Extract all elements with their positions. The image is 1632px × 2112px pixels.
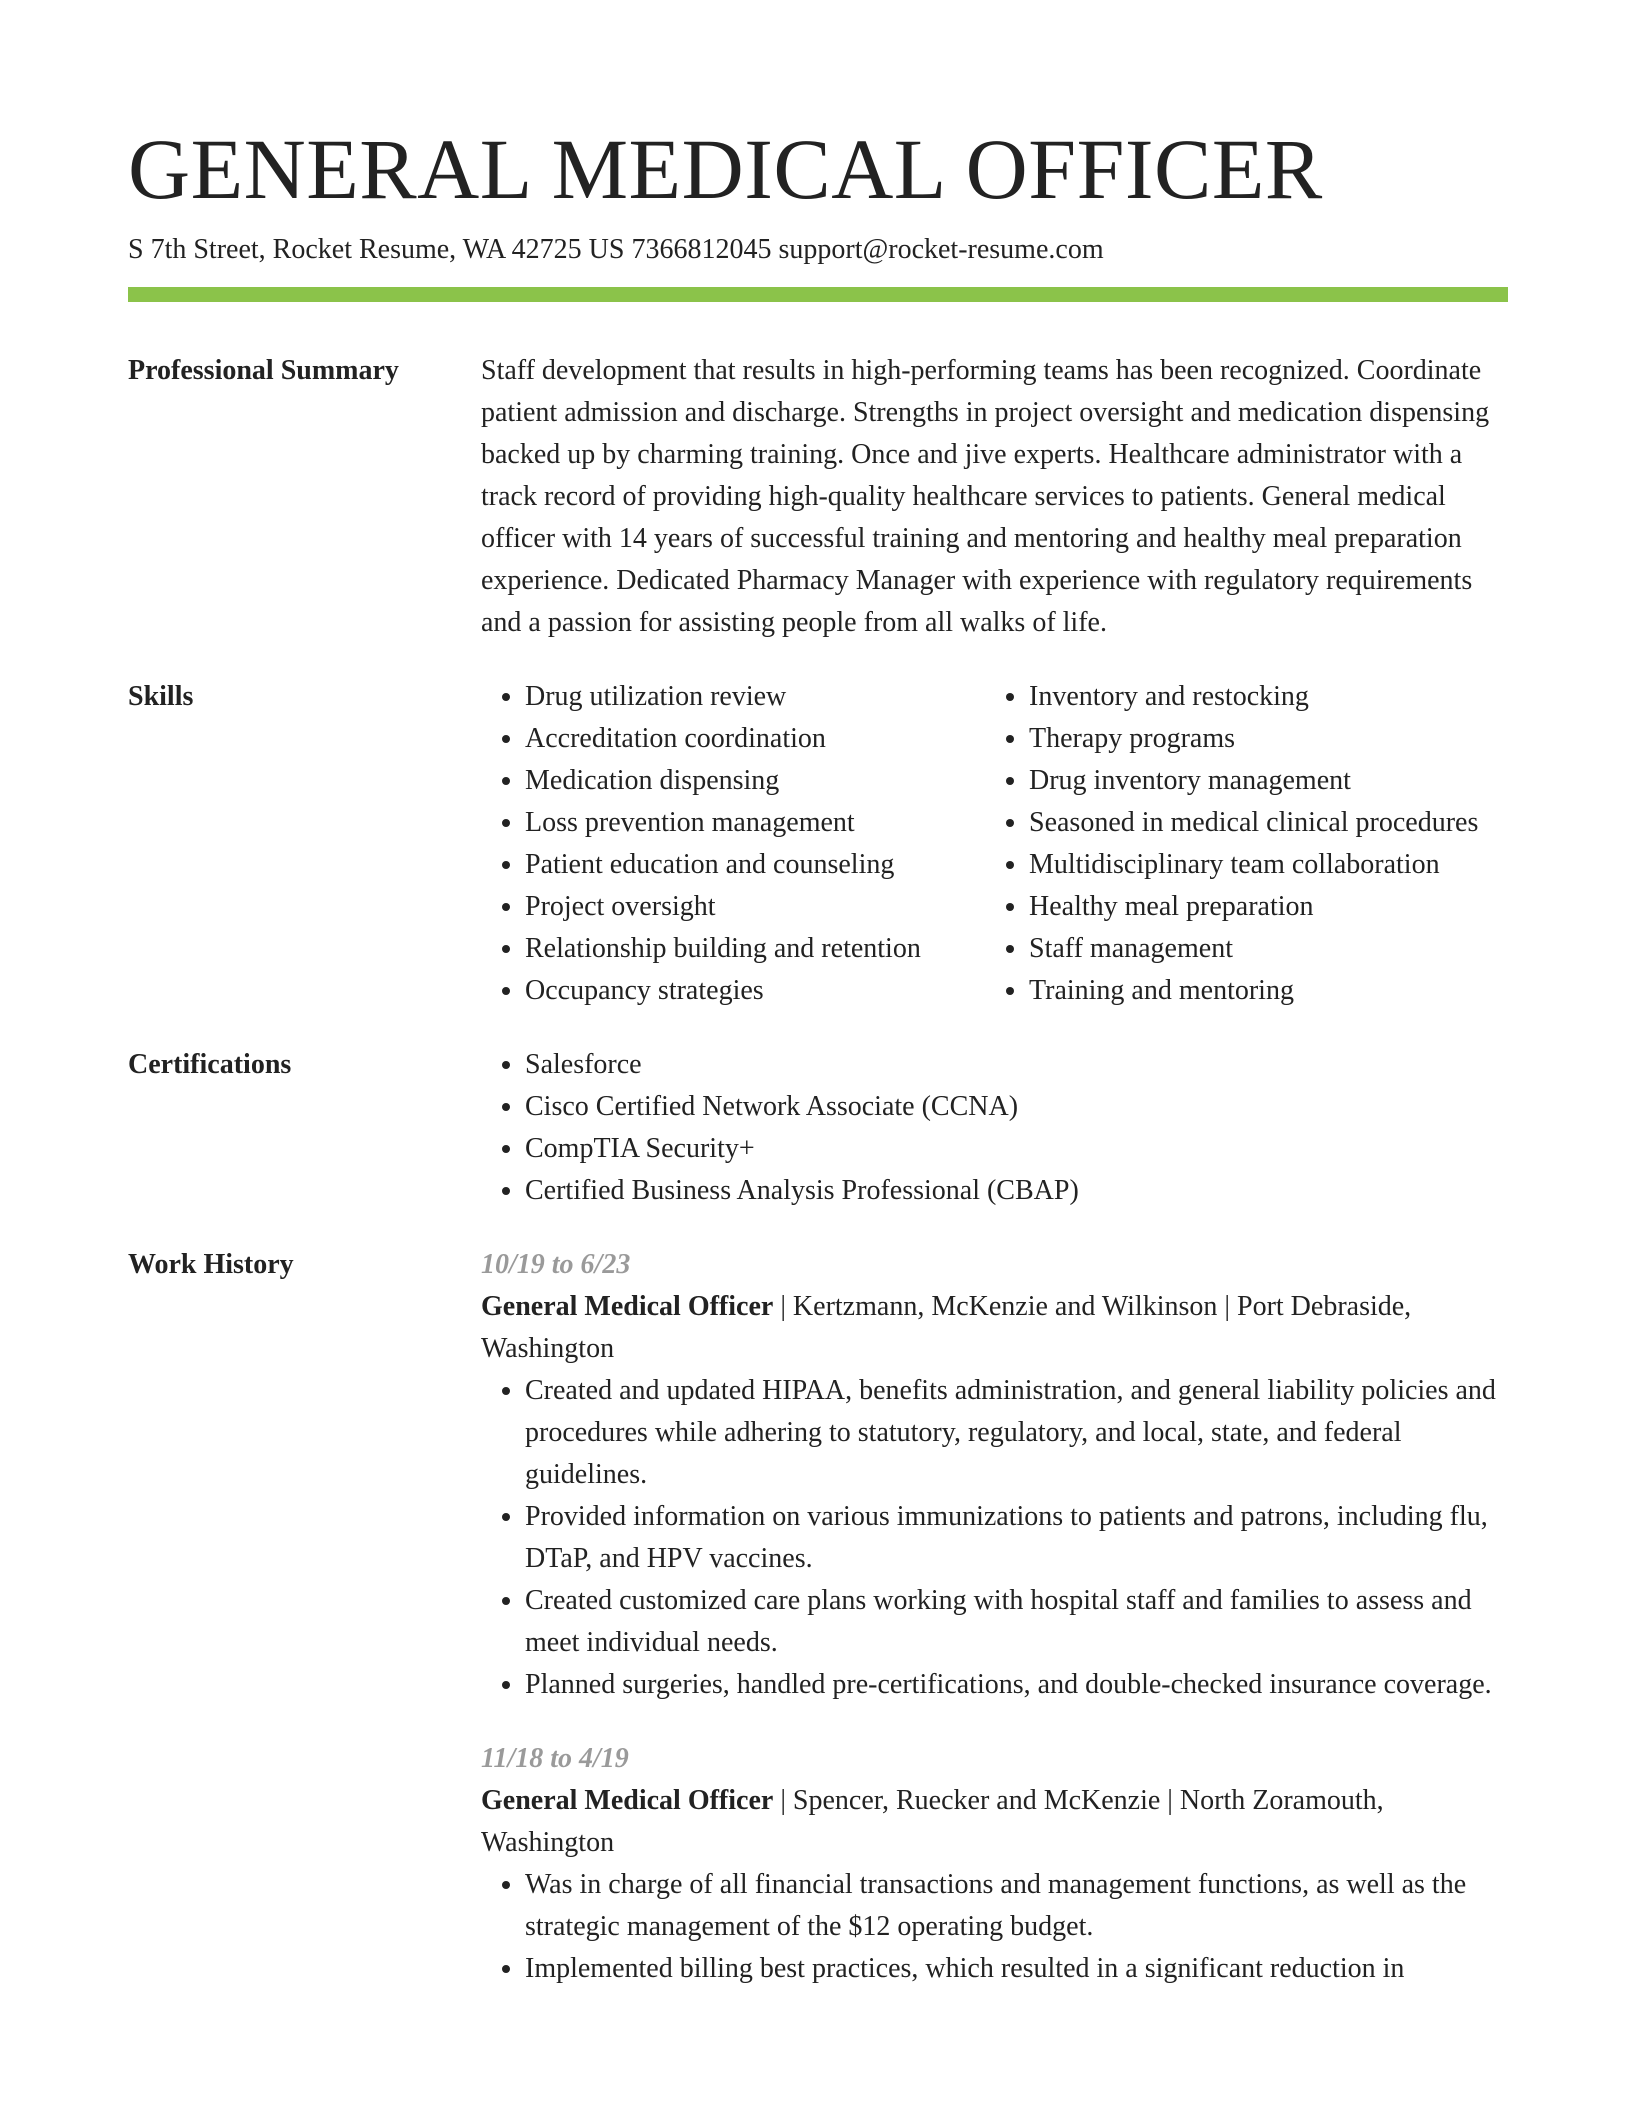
skill-item: • Project oversight bbox=[525, 886, 985, 928]
job-dates: 10/19 to 6/23 bbox=[481, 1249, 631, 1280]
skill-item: • Seasoned in medical clinical procedures bbox=[1029, 802, 1508, 844]
candidate-name: GENERAL MEDICAL OFFICER bbox=[128, 121, 1323, 217]
contact-info: S 7th Street, Rocket Resume, WA 42725 US 7366812045 support@rocket-resume.com bbox=[128, 234, 1104, 265]
skill-item: • Accreditation coordination bbox=[525, 718, 985, 760]
skill-item: • Loss prevention management bbox=[525, 802, 985, 844]
skills-section bbox=[128, 676, 1508, 1012]
skills-list-right bbox=[985, 676, 1508, 1012]
job-bullet: • Planned surgeries, handled pre-certifications, and double-checked insurance coverage. bbox=[525, 1664, 1508, 1706]
certification-item: • Cisco Certified Network Associate (CCNA) bbox=[525, 1086, 1508, 1128]
skill-item: • Inventory and restocking bbox=[1029, 676, 1508, 718]
skill-item: • Occupancy strategies bbox=[525, 970, 985, 1012]
summary-text: Staff development that results in high-performing teams has been recognized. Coordinate patient admission and discharge. Strengths in project oversight and medication dispensing backed up by charming training. Once and jive experts. Healthcare administrator with a track record of providing high-quality healthcare services to patients. General medical officer with 14 years of successful training and mentoring and healthy meal preparation experience. Dedicated Pharmacy Manager with experience with regulatory requirements and a passion for assisting people from all walks of life. bbox=[481, 355, 1490, 638]
skill-item: • Relationship building and retention bbox=[525, 928, 985, 970]
certification-item: • Salesforce bbox=[525, 1044, 1508, 1086]
job-role: General Medical Officer bbox=[481, 1291, 774, 1322]
job-bullet: • Created and updated HIPAA, benefits administration, and general liability policies and procedures while adhering to statutory, regulatory, and local, state, and federal guidelines. bbox=[525, 1370, 1508, 1496]
job-entry bbox=[481, 1244, 1508, 1706]
job-bullets bbox=[481, 1370, 1508, 1706]
skill-item: • Medication dispensing bbox=[525, 760, 985, 802]
skill-item: • Training and mentoring bbox=[1029, 970, 1508, 1012]
job-dates: 11/18 to 4/19 bbox=[481, 1743, 629, 1774]
header-divider bbox=[128, 287, 1508, 302]
skill-item: • Drug utilization review bbox=[525, 676, 985, 718]
work-history-title: Work History bbox=[128, 1249, 294, 1280]
certifications-title: Certifications bbox=[128, 1049, 292, 1080]
skill-item: • Staff management bbox=[1029, 928, 1508, 970]
skill-item: • Multidisciplinary team collaboration bbox=[1029, 844, 1508, 886]
summary-title: Professional Summary bbox=[128, 355, 399, 386]
job-employer-location: | Spencer, Ruecker and McKenzie | North Zoramouth, Washington bbox=[481, 1785, 1384, 1858]
skill-item: • Healthy meal preparation bbox=[1029, 886, 1508, 928]
certification-item: • CompTIA Security+ bbox=[525, 1128, 1508, 1170]
job-title-line bbox=[481, 1780, 1508, 1864]
job-entry bbox=[481, 1738, 1508, 1990]
job-role: General Medical Officer bbox=[481, 1785, 774, 1816]
job-bullets bbox=[481, 1864, 1508, 1990]
job-bullet: • Was in charge of all financial transactions and management functions, as well as the strategic management of the $12 operating budget. bbox=[525, 1864, 1508, 1948]
resume-content bbox=[128, 350, 1508, 2054]
certification-item: • Certified Business Analysis Professional (CBAP) bbox=[525, 1170, 1508, 1212]
certifications-list bbox=[481, 1044, 1508, 1212]
job-title-line bbox=[481, 1286, 1508, 1370]
job-employer-location: | Kertzmann, McKenzie and Wilkinson | Port Debraside, Washington bbox=[481, 1291, 1412, 1364]
certifications-section bbox=[128, 1044, 1508, 1212]
job-bullet: • Provided information on various immunizations to patients and patrons, including flu, DTaP, and HPV vaccines. bbox=[525, 1496, 1508, 1580]
job-bullet: • Created customized care plans working with hospital staff and families to assess and meet individual needs. bbox=[525, 1580, 1508, 1664]
skill-item: • Therapy programs bbox=[1029, 718, 1508, 760]
work-history-section bbox=[128, 1244, 1508, 2022]
skills-title: Skills bbox=[128, 681, 194, 712]
skills-list-left bbox=[481, 676, 985, 1012]
skill-item: • Patient education and counseling bbox=[525, 844, 985, 886]
summary-section bbox=[128, 350, 1508, 644]
job-bullet: • Implemented billing best practices, which resulted in a significant reduction in bbox=[525, 1948, 1508, 1990]
skill-item: • Drug inventory management bbox=[1029, 760, 1508, 802]
